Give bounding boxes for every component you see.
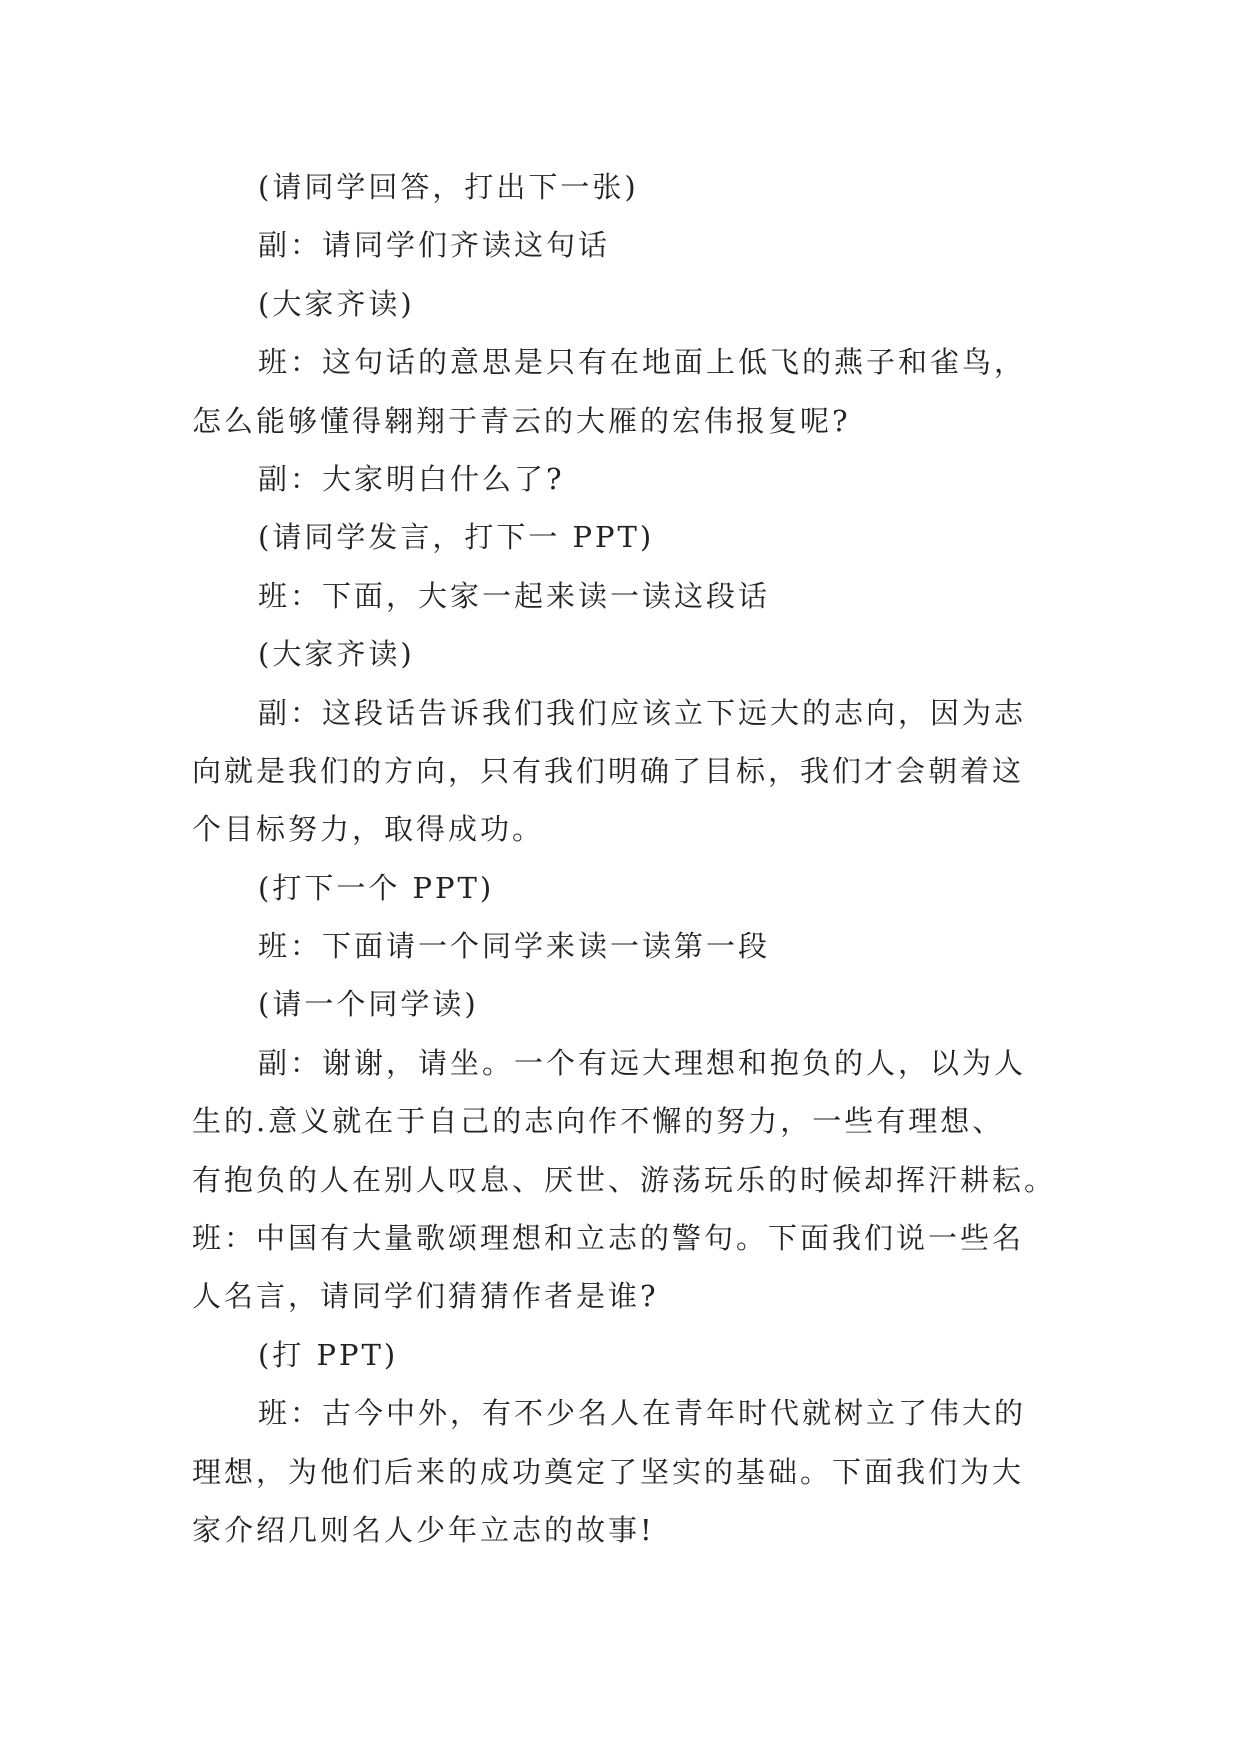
- text-line: (请同学发言，打下一 PPT): [258, 520, 655, 555]
- text-line: 副：这段话告诉我们我们应该立下远大的志向，因为志: [258, 695, 1027, 730]
- text-line: 副：谢谢，请坐。一个有远大理想和抱负的人，以为人: [258, 1045, 1027, 1080]
- text-line: (大家齐读): [258, 637, 415, 672]
- text-line: 怎么能够懂得翱翔于青云的大雁的宏伟报复呢?: [192, 403, 851, 438]
- text-line: 向就是我们的方向，只有我们明确了目标，我们才会朝着这: [192, 753, 1025, 788]
- text-line: (请一个同学读): [258, 987, 479, 1022]
- text-line: 班：下面请一个同学来读一读第一段: [258, 929, 771, 964]
- text-line: 个目标努力，取得成功。: [192, 812, 545, 847]
- text-line: 班：古今中外，有不少名人在青年时代就树立了伟大的: [258, 1396, 1027, 1431]
- text-line: 理想，为他们后来的成功奠定了坚实的基础。下面我们为大: [192, 1454, 1025, 1489]
- text-line: 家介绍几则名人少年立志的故事!: [192, 1512, 655, 1547]
- text-line: (打下一个 PPT): [258, 870, 495, 905]
- text-line: (请同学回答，打出下一张): [258, 170, 639, 204]
- text-line: 班：中国有大量歌颂理想和立志的警句。下面我们说一些名: [192, 1221, 1025, 1256]
- text-line: 副：请同学们齐读这句话: [258, 228, 611, 263]
- document-body: [192, 158, 1072, 1559]
- text-line: 生的.意义就在于自己的志向作不懈的努力，一些有理想、: [192, 1104, 1005, 1139]
- text-line: 班：这句话的意思是只有在地面上低飞的燕子和雀鸟，: [258, 345, 1027, 380]
- text-line: (打 PPT): [258, 1337, 399, 1372]
- text-line: 人名言，请同学们猜猜作者是谁?: [192, 1279, 659, 1314]
- text-line: 班：下面，大家一起来读一读这段话: [258, 578, 771, 613]
- text-line: 副：大家明白什么了?: [258, 461, 565, 496]
- text-line: (大家齐读): [258, 286, 415, 321]
- text-line: 有抱负的人在别人叹息、厌世、游荡玩乐的时候却挥汗耕耘。: [192, 1162, 1057, 1197]
